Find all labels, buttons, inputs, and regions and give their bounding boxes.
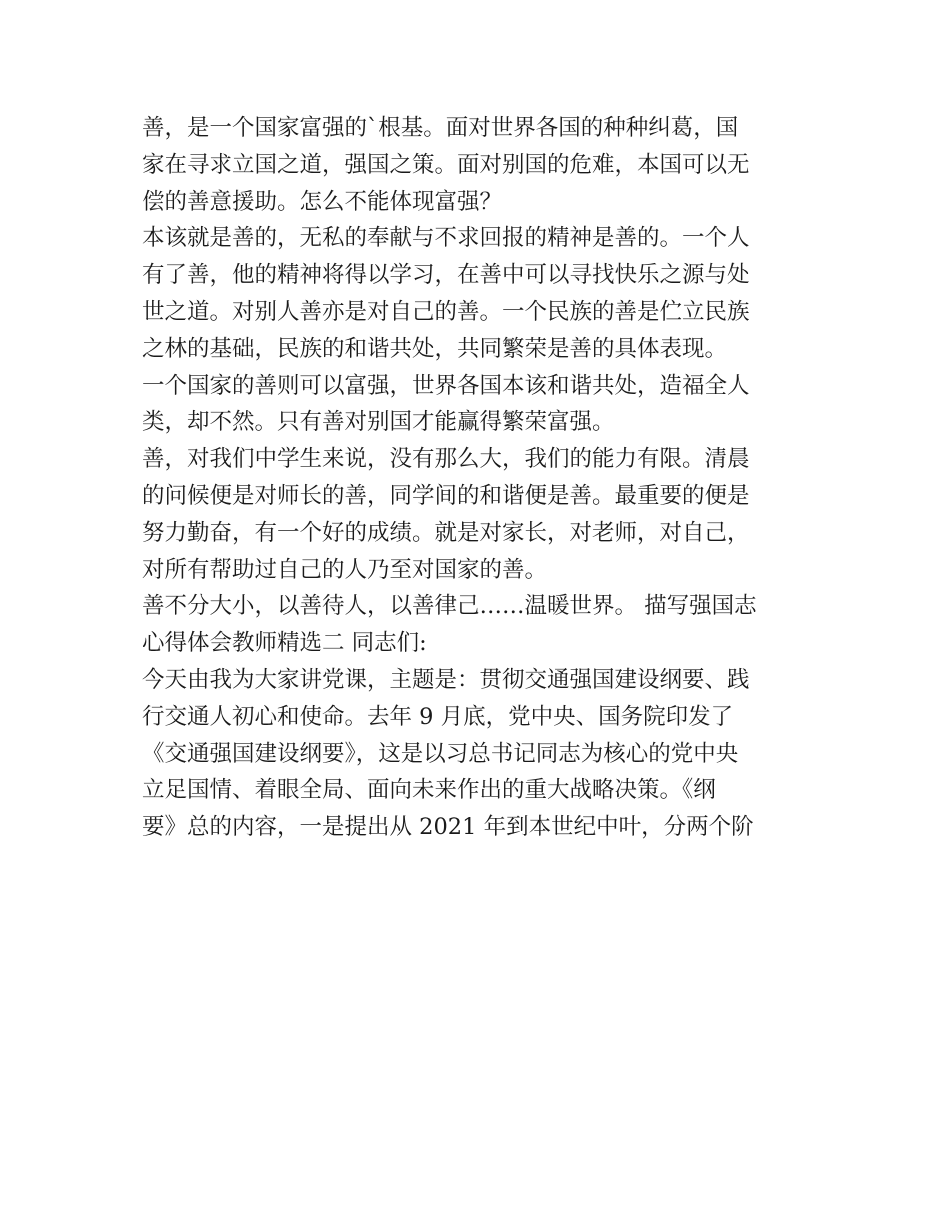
text-line: 家在寻求立国之道，强国之策。面对别国的危难，本国可以无 (142, 151, 750, 178)
document-body (142, 110, 814, 846)
text-line: 一个国家的善则可以富强，世界各国本该和谐共处，造福全人 (142, 372, 750, 399)
text-line: 本该就是善的，无私的奉献与不求回报的精神是善的。一个人 (142, 225, 750, 252)
text-line: 立足国情、着眼全局、面向未来作出的重大战略决策。《纲 (142, 777, 716, 804)
text-line: 《交通强国建设纲要》，这是以习总书记同志为核心的党中央 (142, 740, 739, 767)
text-line: 偿的善意援助。怎么不能体现富强？ (142, 188, 503, 215)
text-line: 之林的基础，民族的和谐共处，共同繁荣是善的具体表现。 (142, 335, 728, 362)
text-line: 类，却不然。只有善对别国才能赢得繁荣富强。 (142, 409, 615, 436)
text-line: 善，是一个国家富强的`根基。面对世界各国的种种纠葛，国 (142, 115, 739, 141)
text-line: 善不分大小，以善待人，以善律己……温暖世界。 描写强国志 (142, 593, 757, 620)
text-line: 要》总的内容，一是提出从 2021 年到本世纪中叶，分两个阶 (142, 814, 754, 841)
text-line: 心得体会教师精选二 同志们: (142, 630, 427, 657)
text-line: 有了善，他的精神将得以学习，在善中可以寻找快乐之源与处 (142, 262, 750, 289)
text-line: 行交通人初心和使命。去年 9 月底，党中央、国务院印发了 (142, 703, 734, 730)
text-line: 对所有帮助过自己的人乃至对国家的善。 (142, 556, 548, 583)
text-line: 努力勤奋，有一个好的成绩。就是对家长，对老师，对自己， (142, 519, 750, 546)
text-line: 世之道。对别人善亦是对自己的善。一个民族的善是伫立民族 (142, 298, 750, 325)
text-line: 今天由我为大家讲党课，主题是：贯彻交通强国建设纲要、践 (142, 666, 750, 693)
text-line: 善，对我们中学生来说，没有那么大，我们的能力有限。清晨 (142, 446, 750, 473)
text-line: 的问候便是对师长的善，同学间的和谐便是善。最重要的便是 (142, 482, 750, 509)
